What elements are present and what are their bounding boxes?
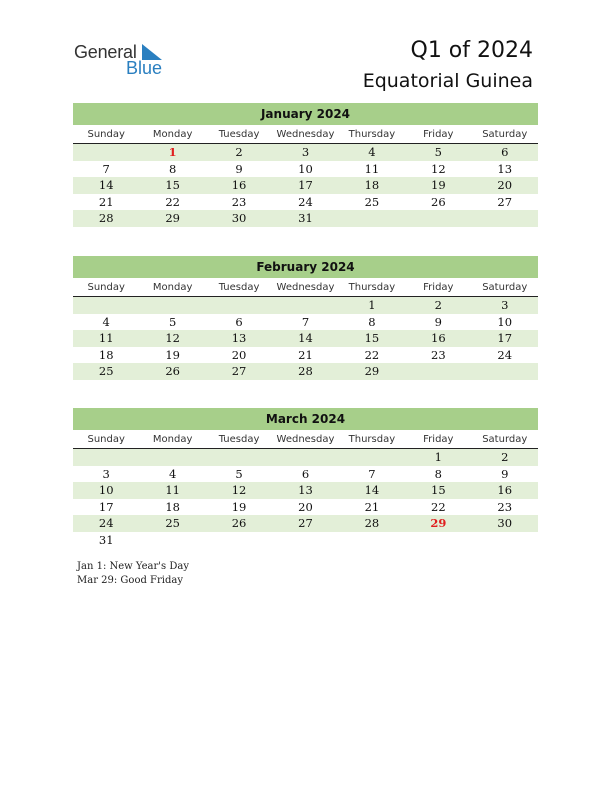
day-cell: [206, 532, 272, 549]
day-cell: [139, 532, 205, 549]
day-cell: 1: [434, 450, 442, 464]
day-cell: 22: [431, 499, 446, 514]
day-cell: 10: [497, 314, 513, 329]
month-calendar-march: [73, 408, 538, 549]
day-cell: 2: [501, 450, 509, 464]
day-cell: 7: [301, 314, 310, 329]
day-cell: 28: [98, 211, 114, 226]
day-cell: [139, 297, 205, 314]
day-cell: 10: [298, 161, 313, 176]
day-cell: 3: [301, 145, 310, 159]
day-cell: 17: [98, 499, 114, 514]
day-cell: [206, 449, 272, 466]
month-calendar-january: [73, 103, 538, 227]
week-row: [73, 449, 538, 466]
week-row: [73, 466, 538, 483]
holiday-note: Mar 29: Good Friday: [77, 574, 183, 586]
month-calendar-february: [73, 256, 538, 380]
day-cell: 26: [431, 194, 446, 209]
day-cell: 24: [98, 516, 114, 531]
day-cell: [472, 532, 538, 549]
day-cell: 8: [368, 314, 376, 329]
day-cell: 15: [364, 331, 380, 346]
day-cell: 12: [165, 331, 180, 346]
day-cell: 13: [298, 483, 313, 498]
day-cell: 30: [231, 211, 247, 226]
day-cell: 4: [368, 145, 376, 159]
day-cell: 20: [497, 178, 513, 193]
day-cell: [339, 449, 405, 466]
day-cell: 20: [298, 499, 313, 514]
weekday-label: Monday: [152, 129, 193, 140]
day-cell: 9: [501, 466, 509, 481]
day-cell: 7: [102, 161, 110, 176]
day-cell: 21: [98, 194, 114, 209]
week-row: [73, 532, 538, 549]
day-cell: 31: [298, 211, 313, 226]
day-cell: 13: [231, 331, 247, 346]
day-cell: 18: [165, 499, 180, 514]
week-row: [73, 482, 538, 499]
day-cell: 23: [231, 194, 247, 209]
day-cell: [272, 449, 338, 466]
weekday-label: Wednesday: [276, 129, 335, 140]
day-cell: 11: [364, 161, 380, 176]
day-cell: 19: [165, 347, 180, 362]
day-cell: [472, 210, 538, 227]
day-cell: [339, 532, 405, 549]
weekday-label: Sunday: [87, 129, 125, 140]
day-cell: 18: [98, 347, 114, 362]
day-cell: 6: [301, 466, 310, 481]
month-header: January 2024: [73, 103, 538, 125]
weekday-label: Sunday: [87, 434, 125, 445]
month-weeks: [73, 144, 538, 227]
day-cell: 22: [165, 194, 180, 209]
day-cell: 4: [102, 314, 110, 329]
week-row: [73, 330, 538, 347]
day-cell: 26: [165, 364, 180, 379]
day-cell: 3: [102, 466, 110, 481]
week-row: [73, 177, 538, 194]
day-cell: 5: [434, 145, 442, 159]
week-row: [73, 347, 538, 364]
day-cell: 3: [501, 298, 509, 312]
day-cell: 31: [98, 532, 114, 547]
day-cell: 8: [434, 466, 442, 481]
day-cell: [405, 210, 471, 227]
day-cell: 2: [434, 298, 442, 312]
page-title: Q1 of 2024: [410, 38, 533, 63]
week-row: [73, 210, 538, 227]
day-cell: [405, 532, 471, 549]
day-cell: 22: [364, 347, 380, 362]
day-cell: 19: [431, 178, 446, 193]
day-cell: 14: [298, 331, 313, 346]
weekday-label: Saturday: [482, 282, 528, 293]
week-row: [73, 515, 538, 532]
day-cell: 28: [298, 364, 313, 379]
day-cell: [405, 363, 471, 380]
weekday-label: Saturday: [482, 434, 528, 445]
day-cell: 13: [497, 161, 513, 176]
day-cell: 21: [298, 347, 313, 362]
day-cell: 2: [235, 145, 243, 159]
weekday-label: Tuesday: [218, 282, 260, 293]
day-cell: 29: [430, 516, 447, 531]
day-cell: 16: [231, 178, 247, 193]
day-cell: 25: [98, 364, 114, 379]
day-cell: 19: [231, 499, 247, 514]
day-cell: 5: [235, 466, 243, 481]
day-cell: 15: [165, 178, 180, 193]
week-row: [73, 194, 538, 211]
logo-word-blue: Blue: [126, 58, 163, 78]
day-cell: 11: [165, 483, 180, 498]
day-cell: 6: [501, 145, 509, 159]
day-cell: 8: [168, 161, 177, 176]
weekday-label: Monday: [152, 282, 193, 293]
day-cell: [139, 449, 205, 466]
day-cell: 10: [98, 483, 114, 498]
day-cell: [272, 532, 338, 549]
weekday-label: Tuesday: [218, 129, 260, 140]
weekday-label: Thursday: [348, 282, 396, 293]
weekday-label: Monday: [152, 434, 193, 445]
holiday-note: Jan 1: New Year's Day: [77, 561, 189, 572]
day-cell: 12: [231, 483, 247, 498]
week-row: [73, 314, 538, 331]
day-cell: 27: [298, 516, 313, 531]
day-cell: 18: [364, 178, 380, 193]
day-cell: [73, 449, 139, 466]
month-weeks: [73, 297, 538, 380]
weekday-label: Wednesday: [276, 282, 335, 293]
day-cell: 25: [364, 194, 380, 209]
day-cell: 11: [98, 331, 114, 346]
weekday-label: Tuesday: [218, 434, 260, 445]
day-cell: 7: [368, 466, 376, 481]
day-cell: [339, 210, 405, 227]
weekday-label: Sunday: [87, 282, 125, 293]
logo-word-general: General: [74, 42, 137, 62]
day-cell: 14: [98, 178, 114, 193]
day-cell: 6: [235, 314, 243, 329]
day-cell: 25: [165, 516, 180, 531]
week-row: [73, 297, 538, 314]
day-cell: 14: [364, 483, 380, 498]
weekday-header-row: [73, 430, 538, 449]
day-cell: 26: [231, 516, 247, 531]
day-cell: [73, 144, 139, 161]
page-subtitle: Equatorial Guinea: [362, 70, 533, 92]
day-cell: 9: [434, 314, 442, 329]
day-cell: [206, 297, 272, 314]
day-cell: 29: [165, 211, 180, 226]
day-cell: 30: [497, 516, 513, 531]
day-cell: 20: [231, 347, 247, 362]
day-cell: 15: [431, 483, 446, 498]
weekday-label: Saturday: [482, 129, 528, 140]
day-cell: 27: [497, 194, 513, 209]
holiday-notes: [77, 560, 189, 587]
day-cell: 17: [497, 331, 513, 346]
day-cell: 29: [364, 364, 380, 379]
week-row: [73, 499, 538, 516]
week-row: [73, 144, 538, 161]
week-row: [73, 161, 538, 178]
day-cell: 4: [168, 466, 177, 481]
month-header: March 2024: [73, 408, 538, 430]
day-cell: 16: [497, 483, 513, 498]
day-cell: 9: [235, 161, 243, 176]
month-weeks: [73, 449, 538, 549]
weekday-label: Friday: [423, 434, 454, 445]
day-cell: 5: [168, 314, 177, 329]
weekday-header-row: [73, 278, 538, 297]
day-cell: 12: [431, 161, 446, 176]
day-cell: 27: [231, 364, 247, 379]
day-cell: 24: [298, 194, 313, 209]
weekday-label: Thursday: [348, 434, 396, 445]
day-cell: 17: [298, 178, 313, 193]
day-cell: [73, 297, 139, 314]
weekday-label: Friday: [423, 129, 454, 140]
weekday-label: Thursday: [348, 129, 396, 140]
day-cell: 16: [431, 331, 446, 346]
day-cell: [272, 297, 338, 314]
weekday-header-row: [73, 125, 538, 144]
weekday-label: Friday: [423, 282, 454, 293]
day-cell: 28: [364, 516, 380, 531]
generalblue-logo: [74, 42, 174, 78]
day-cell: 1: [368, 298, 376, 312]
week-row: [73, 363, 538, 380]
day-cell: 23: [497, 499, 513, 514]
day-cell: 24: [497, 347, 513, 362]
day-cell: 23: [431, 347, 446, 362]
weekday-label: Wednesday: [276, 434, 335, 445]
day-cell: 21: [364, 499, 380, 514]
day-cell: [472, 363, 538, 380]
day-cell: 1: [168, 145, 177, 159]
month-header: February 2024: [73, 256, 538, 278]
